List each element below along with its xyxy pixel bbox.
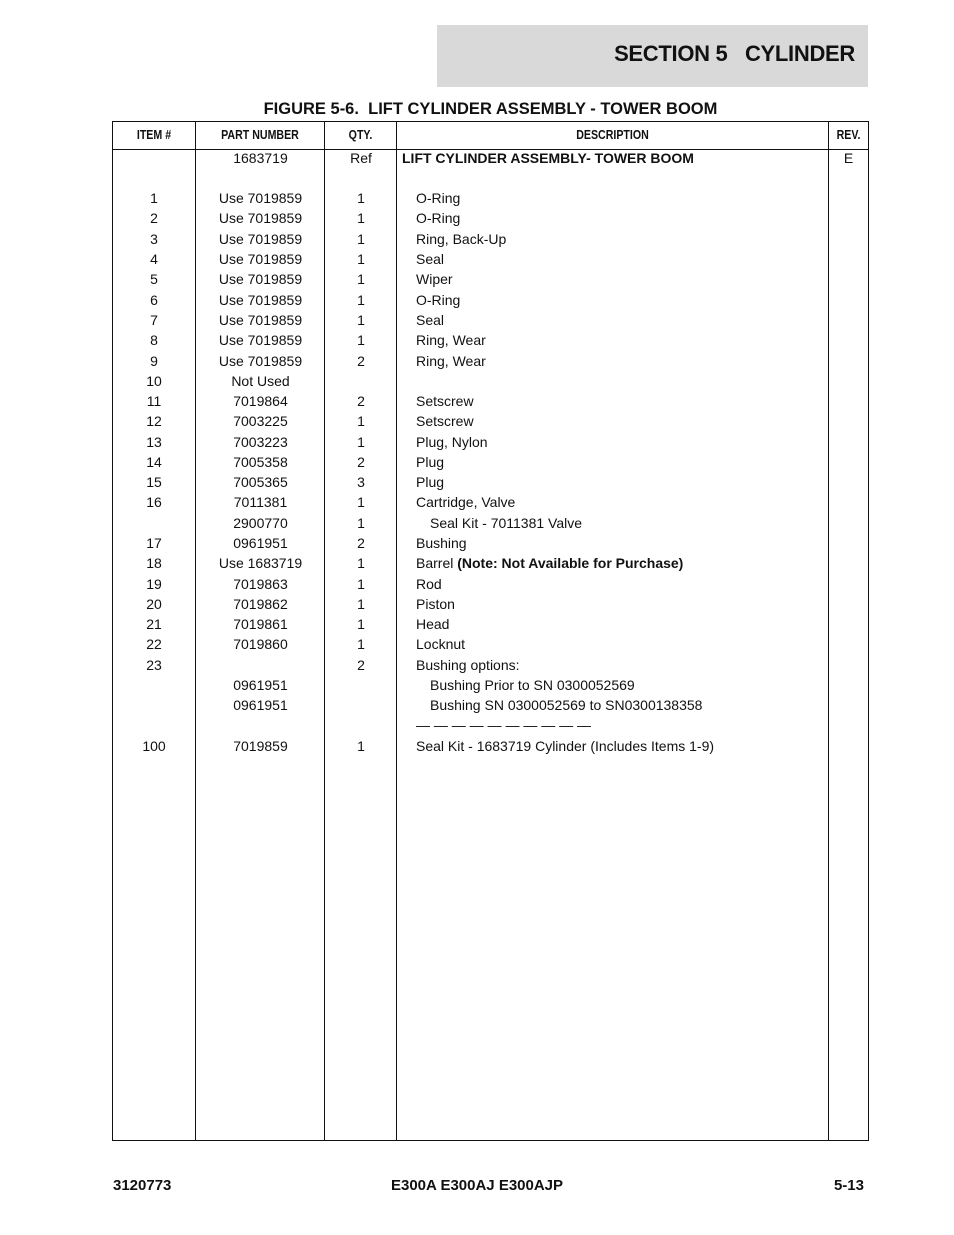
description: Seal Kit - 1683719 Cylinder (Includes Items 1-9) (416, 738, 715, 754)
section-number: SECTION 5 (614, 41, 728, 66)
description-text: Barrel (416, 555, 458, 571)
column-header-description: DESCRIPTION (576, 128, 649, 142)
page-number: 5-13 (833, 1177, 864, 1194)
description: O-Ring (416, 292, 461, 308)
quantity: 1 (357, 312, 365, 328)
description: Bushing SN 0300052569 to SN0300138358 (430, 697, 703, 713)
quantity: 1 (357, 636, 365, 652)
item-number: 2 (150, 210, 158, 226)
column-header-rev: REV. (836, 128, 861, 142)
description: LIFT CYLINDER ASSEMBLY- TOWER BOOM (402, 150, 694, 166)
item-number: 19 (146, 576, 162, 592)
part-number: 7019863 (233, 576, 288, 592)
quantity: 1 (357, 292, 365, 308)
quantity: Ref (350, 150, 372, 166)
item-number: 16 (146, 494, 162, 510)
part-number: 7005365 (233, 474, 288, 490)
item-number: 100 (142, 738, 166, 754)
item-number: 18 (146, 555, 162, 571)
table-row (113, 533, 868, 553)
part-number: 7005358 (233, 454, 288, 470)
part-number: Use 7019859 (218, 332, 303, 348)
quantity: 2 (357, 353, 365, 369)
description: Locknut (416, 636, 466, 652)
quantity: 1 (357, 271, 365, 287)
part-number: 0961951 (233, 677, 288, 693)
table-row (113, 330, 868, 350)
quantity: 1 (357, 251, 365, 267)
table-row (113, 351, 868, 371)
part-number: 0961951 (233, 697, 288, 713)
item-number: 7 (150, 312, 158, 328)
quantity: 1 (357, 616, 365, 632)
item-number: 10 (146, 373, 162, 389)
part-number: Use 7019859 (218, 251, 303, 267)
section-subject: CYLINDER (744, 41, 855, 66)
table-row (113, 432, 868, 452)
table-row (113, 614, 868, 634)
part-number: Use 7019859 (218, 312, 303, 328)
table-row (113, 736, 868, 756)
description: Bushing options: (416, 657, 520, 673)
part-number: 7019859 (233, 738, 288, 754)
table-row (113, 249, 868, 269)
part-number: Use 7019859 (218, 210, 303, 226)
part-number: Use 1683719 (218, 555, 303, 571)
part-number: 7003223 (233, 434, 288, 450)
description: Head (416, 616, 450, 632)
description: Plug, Nylon (416, 434, 488, 450)
table-row (113, 310, 868, 330)
item-number: 4 (150, 251, 158, 267)
part-number: 7011381 (233, 494, 288, 510)
quantity: 1 (357, 434, 365, 450)
item-number: 1 (150, 190, 158, 206)
part-number: Use 7019859 (218, 190, 303, 206)
item-number: 12 (146, 413, 162, 429)
part-number: Use 7019859 (218, 271, 303, 287)
part-number: 7003225 (233, 413, 288, 429)
part-number: Use 7019859 (218, 292, 303, 308)
table-row (113, 574, 868, 594)
column-header-part-number: PART NUMBER (221, 128, 299, 142)
part-number: 2900770 (233, 515, 288, 531)
table-row (113, 553, 868, 573)
document-number: 3120773 (113, 1177, 172, 1194)
description: Plug (416, 454, 445, 470)
quantity: 2 (357, 393, 365, 409)
quantity: 1 (357, 210, 365, 226)
item-number: 22 (146, 636, 162, 652)
table-row (113, 452, 868, 472)
quantity: 2 (357, 657, 365, 673)
quantity: 1 (357, 515, 365, 531)
part-number: 7019864 (233, 393, 288, 409)
part-number: Use 7019859 (218, 353, 303, 369)
figure-title: FIGURE 5-6. LIFT CYLINDER ASSEMBLY - TOWER BOOM (263, 100, 718, 118)
part-number: 7019862 (233, 596, 288, 612)
description: Ring, Wear (416, 332, 486, 348)
description: Ring, Back-Up (416, 231, 507, 247)
column-header-qty: QTY. (348, 128, 373, 142)
table-row (113, 675, 868, 695)
description (416, 553, 826, 573)
table-row (113, 594, 868, 614)
table-row (113, 492, 868, 512)
model-list: E300A E300AJ E300AJP (390, 1177, 564, 1194)
item-number: 20 (146, 596, 162, 612)
column-header-item: ITEM # (136, 128, 172, 142)
quantity: 1 (357, 332, 365, 348)
quantity: 1 (357, 494, 365, 510)
revision: E (843, 150, 854, 166)
description: O-Ring (416, 190, 461, 206)
item-number: 6 (150, 292, 158, 308)
section-banner (437, 25, 868, 87)
part-number: 1683719 (233, 150, 288, 166)
item-number: 14 (146, 454, 162, 470)
part-number: Not Used (231, 373, 290, 389)
table-row (113, 695, 868, 715)
table-row (113, 472, 868, 492)
table-row (113, 188, 868, 208)
item-number: 11 (146, 393, 162, 409)
item-number: 15 (146, 474, 162, 490)
separator-dashes: — — — — — — — — — — (416, 717, 592, 733)
quantity: 1 (357, 231, 365, 247)
description: Piston (416, 596, 455, 612)
description: Wiper (416, 271, 453, 287)
table-row (113, 715, 868, 735)
item-number: 17 (146, 535, 162, 551)
description: Seal Kit - 7011381 Valve (430, 515, 583, 531)
item-number: 21 (146, 616, 162, 632)
part-number: 0961951 (233, 535, 288, 551)
quantity: 2 (357, 454, 365, 470)
table-row (113, 229, 868, 249)
item-number: 3 (150, 231, 158, 247)
item-number: 9 (150, 353, 158, 369)
item-number: 13 (146, 434, 162, 450)
quantity: 1 (357, 596, 365, 612)
description: Seal (416, 251, 445, 267)
item-number: 23 (146, 657, 162, 673)
description: Setscrew (416, 413, 474, 429)
availability-note: (Note: Not Available for Purchase) (457, 555, 684, 571)
table-row (113, 148, 868, 168)
part-number: Use 7019859 (218, 231, 303, 247)
table-row (113, 655, 868, 675)
quantity: 1 (357, 555, 365, 571)
description: Cartridge, Valve (416, 494, 516, 510)
quantity: 1 (357, 738, 365, 754)
parts-table (112, 121, 869, 1141)
quantity: 1 (357, 413, 365, 429)
description: Seal (416, 312, 445, 328)
description: Bushing (416, 535, 467, 551)
table-row (113, 411, 868, 431)
part-number: 7019861 (233, 616, 288, 632)
section-title (614, 41, 855, 67)
quantity: 2 (357, 535, 365, 551)
item-number: 5 (150, 271, 158, 287)
quantity: 1 (357, 576, 365, 592)
table-row (113, 391, 868, 411)
description: Setscrew (416, 393, 474, 409)
description: O-Ring (416, 210, 461, 226)
description: Rod (416, 576, 442, 592)
quantity: 1 (357, 190, 365, 206)
description: Plug (416, 474, 445, 490)
item-number: 8 (150, 332, 158, 348)
table-row (113, 208, 868, 228)
table-row (113, 371, 868, 391)
table-row (113, 513, 868, 533)
table-row (113, 269, 868, 289)
part-number: 7019860 (233, 636, 288, 652)
table-row (113, 634, 868, 654)
description: Bushing Prior to SN 0300052569 (430, 677, 635, 693)
table-row (113, 290, 868, 310)
quantity: 3 (357, 474, 365, 490)
description: Ring, Wear (416, 353, 486, 369)
